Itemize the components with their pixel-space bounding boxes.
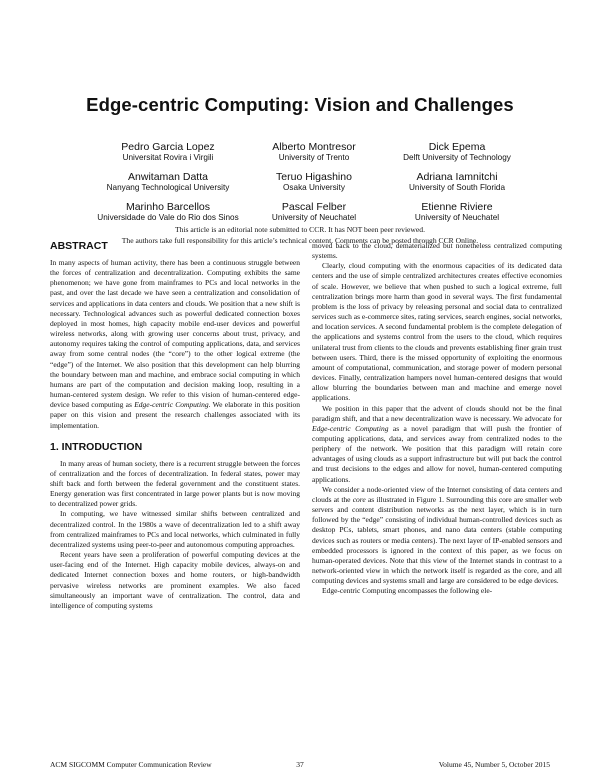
abstract-text-part: . We elaborate in this position paper on this vision and present the research challenges associated with its implementation. [50,400,300,430]
author-name: Alberto Montresor [272,141,356,153]
left-column [50,240,300,611]
author-affiliation: University of Trento [278,153,350,162]
intro-paragraph: In many areas of human society, there is a recurrent struggle between the forces of centralization and the forces of decentralization. In federal states, power may shift back and forth between the federal government and the constituent states. Energy generation was first concentrated in large power plants but is now moving to decentralized power grids. [50,458,300,509]
paper-title: Edge-centric Computing: Vision and Challenges [86,94,514,115]
abstract-heading: ABSTRACT [50,240,108,252]
body-paragraph: moved back to the cloud, dematerialized but nonetheless centralized computing systems. [312,241,562,261]
author-affiliation: University of Neuchatel [271,213,357,222]
intro-paragraph: In computing, we have witnessed similar shifts between centralized and decentralized control. In the 1980s a wave of decentralization led to a shift away from centralized mainframes to PCs and local networks, which culminated in fully decentralized systems using peer-to-peer and autonomous computing approaches. [50,509,300,549]
author [94,141,242,163]
author-name: Pedro Garcia Lopez [121,141,215,153]
author-name: Marinho Barcellos [125,201,211,213]
author-name: Dick Epema [428,141,486,153]
author [380,171,534,193]
author [380,141,534,163]
abstract-text-part: In many aspects of human activity, there has been a continuous struggle between the forces of centralization and decentralization. Computing exhibits the same phenomenon; we have gone from mainframes to PCs and local networks in the past, and over the last decade we have seen a centralization and consolidation of services and applications in data centers and clouds. We position that a new shift is necessary. Technological advances such as powerful dedicated connection boxes deployed in most homes, high capacity mobile end-user devices and powerful wireless networks, along with growing user concerns about trust, privacy, and autonomy requires taking the control of computing applications, data, and services away from some central nodes (the “core”) to the other logical extreme (the “edge”) of the Internet. We also position that this development can help blurring the boundary between man and machine, and embrace social computing in which humans are part of the computation and decision making loop, resulting in a human-centered system design. We refer to this vision of human-centered edge-device based computing as [50,258,300,410]
body-paragraph: Edge-centric Computing encompasses the following ele- [322,586,493,596]
abstract-text [50,258,300,431]
abstract-emphasis: Edge-centric Computing [134,400,209,410]
author-name: Etienne Riviere [421,201,493,213]
author-affiliation: University of South Florida [408,183,505,192]
body-paragraph: Clearly, cloud computing with the enormous capacities of its dedicated data centers and the use of simple centralized architectures creates effective economies of scale. However, we believe that when pushed to such a logical extreme, full centralization brings more harm than good in several ways. The first fundamental problem is the loss of privacy by releasing personal and social data to centralized services such as e-commerce sites, rating services, search engines, social networks, and location services. A second fundamental problem is the complete delegation of the applications and systems control from the users to the cloud, which requires unilateral trust from clients to the clouds and prevents establishing finer grain trust between users. Third, there is the missed opportunity of exploiting the enormous amount of computational, communication, and storage power of modern personal devices. Finally, centralization hampers novel human-centered designs that would allow blurring the boundaries between man and machine and emerge novel applications. [312,261,562,403]
section-heading-introduction: 1. INTRODUCTION [50,440,143,453]
author [380,201,534,223]
page-footer [50,760,550,770]
author-affiliation: Universidade do Vale do Rio dos Sinos [97,213,239,222]
editorial-note: The authors take full responsibility for this article’s technical content. Comments can be posted through CCR Online. [121,236,479,245]
body-paragraph [312,404,562,485]
author-affiliation: Universitat Rovira i Virgili [122,153,214,162]
author-affiliation: Osaka University [283,183,345,192]
footer-volume: Volume 45, Number 5, October 2015 [438,760,550,769]
author-name: Anwitaman Datta [128,171,208,183]
body-text-part: as illustrated in Figure 1. Surrounding this core are smaller web servers and content distribution networks as the next layer, which is in turn followed by the “edge” consisting of individual human-controlled devices such as desktop PCs, tablets, smart phones, and nano data centers (stable computing devices such as routers or media centers). The next layer of IP-enabled sensors and embedded processors is ignored in the context of this paper, as we focus on human-operated devices. Note that this view of the Internet stands in contrast to a network-oriented view in which the network itself is regarded as the core, and all computing devices and systems small and large are considered to be edge devices. [312,494,562,586]
right-column [312,241,562,596]
author-name: Adriana Iamnitchi [416,171,498,183]
body-text-part: We consider a node-oriented view of the Internet consisting of data centers and clouds at the [312,484,562,504]
author-block [94,141,534,231]
author [94,201,242,223]
body-text-part: as a novel paradigm that will push the frontier of computing applications, data, and services away from centralized nodes to the periphery of the network. We position that this paradigm will retain core advantages of using clouds as a support infrastructure but will put back the control and trust decisions to the edges and allow for novel, human-centered computing applications. [312,423,562,484]
body-text-part: We position in this paper that the advent of clouds should not be the final paradigm shift, and that a new decentralization wave is necessary. We advocate for [312,403,562,423]
author-name: Teruo Higashino [276,171,352,183]
body-emphasis: core [352,494,366,504]
author [94,171,242,193]
author-affiliation: University of Neuchatel [414,213,500,222]
footer-journal: ACM SIGCOMM Computer Communication Review [50,760,212,769]
body-paragraph [312,485,562,587]
author [254,171,374,193]
author-affiliation: Nanyang Technological University [106,183,230,192]
author-row [94,171,534,201]
author [254,201,374,223]
footer-page-number: 37 [296,760,304,769]
author-name: Pascal Felber [281,201,347,213]
author [254,141,374,163]
editorial-note: This article is an editorial note submitted to CCR. It has NOT been peer reviewed. [175,225,425,234]
author-affiliation: Delft University of Technology [403,153,511,162]
author-row [94,141,534,171]
intro-paragraph: Recent years have seen a proliferation of powerful computing devices at the user-facing end of the Internet. High capacity mobile devices, always-on and dedicated Internet connection boxes and home routers, or high-bandwidth pervasive wireless networks are prominent examples. We also faced simultaneously an important wave of centralization. The control, data and intelligence of computing systems [50,550,300,610]
body-emphasis: Edge-centric Computing [312,423,389,433]
